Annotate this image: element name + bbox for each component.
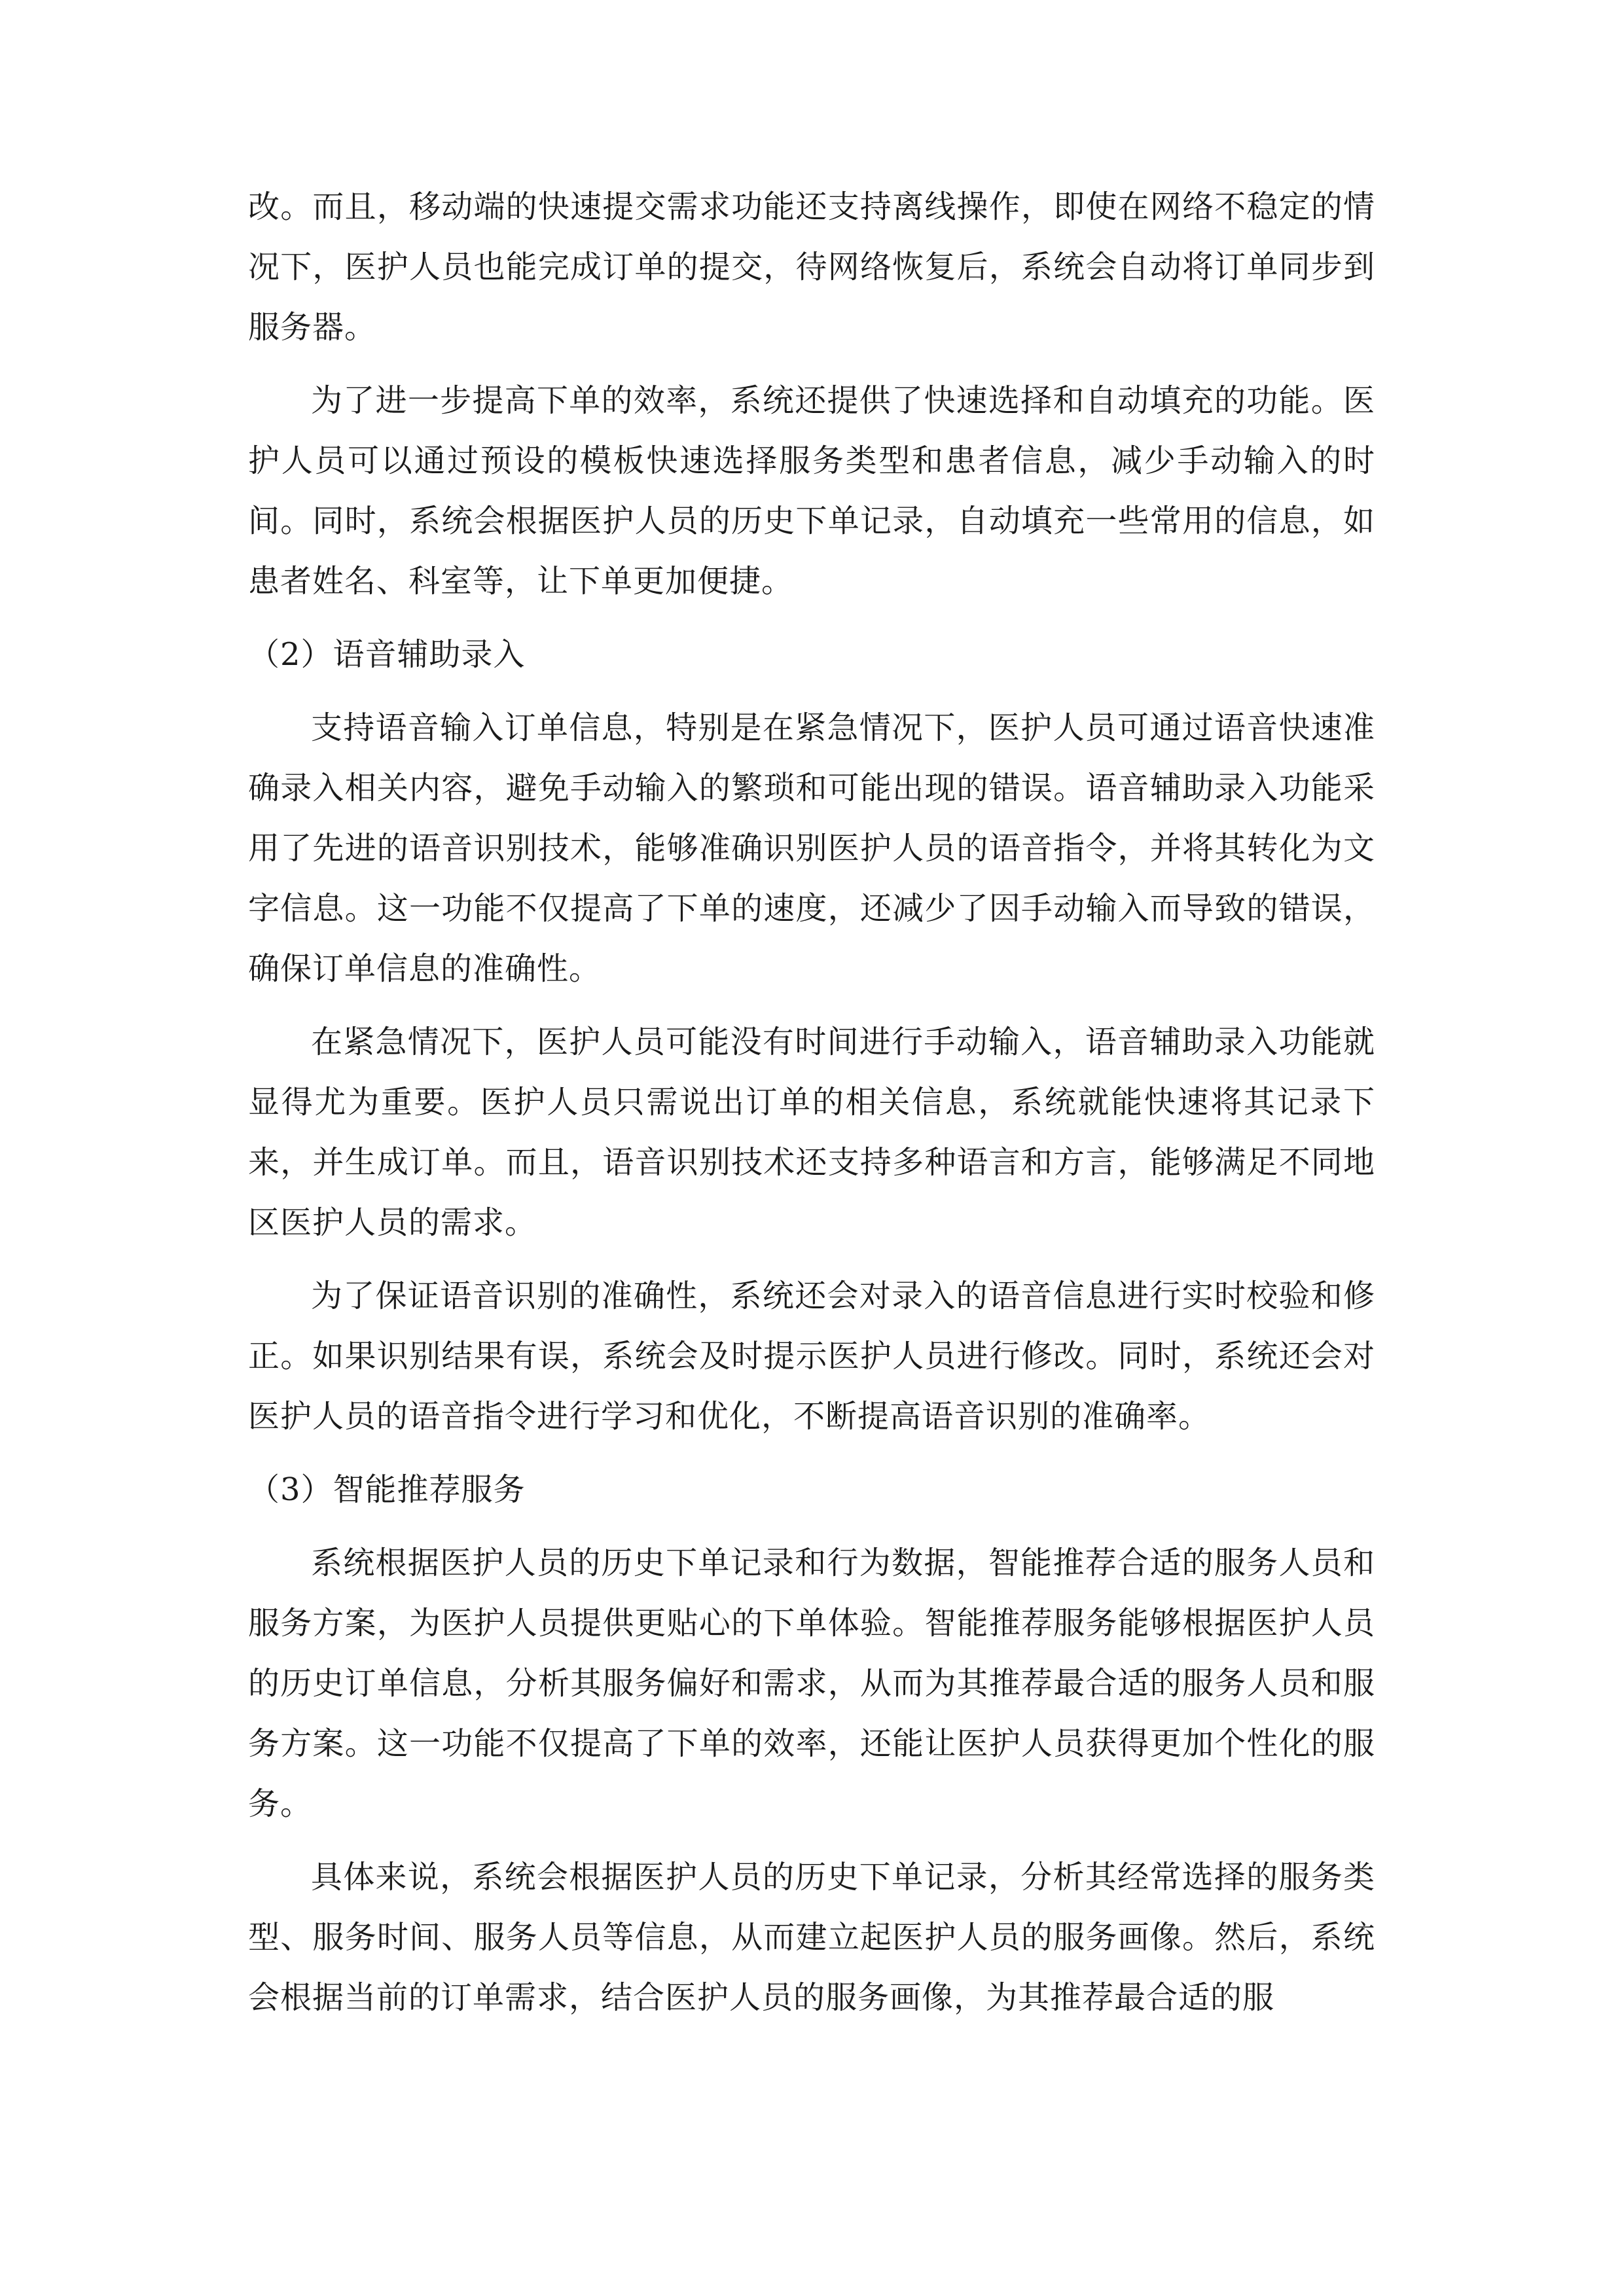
paragraph-quick-select-autofill: 为了进一步提高下单的效率，系统还提供了快速选择和自动填充的功能。医护人员可以通过预设的模板快速选择服务类型和患者信息，减少手动输入的时间。同时，系统会根据医护人员的历史下单记录，自动填充一些常用的信息，如患者姓名、科室等，让下单更加便捷。 [248, 382, 1375, 600]
paragraph-smart-recommendation-detail: 具体来说，系统会根据医护人员的历史下单记录，分析其经常选择的服务类型、服务时间、服务人员等信息，从而建立起医护人员的服务画像。然后，系统会根据当前的订单需求，结合医护人员的服务画像，为其推荐最合适的服 [248, 1859, 1375, 2016]
section-heading-smart-recommendation: （3）智能推荐服务 [248, 1471, 526, 1508]
paragraph-voice-input-intro: 支持语音输入订单信息，特别是在紧急情况下，医护人员可通过语音快速准确录入相关内容，避免手动输入的繁琐和可能出现的错误。语音辅助录入功能采用了先进的语音识别技术，能够准确识别医护人员的语音指令，并将其转化为文字信息。这一功能不仅提高了下单的速度，还减少了因手动输入而导致的错误，确保订单信息的准确性。 [248, 709, 1375, 987]
section-heading-voice-input: （2）语音辅助录入 [248, 636, 526, 673]
document-body [248, 177, 1375, 2041]
paragraph-voice-input-emergency: 在紧急情况下，医护人员可能没有时间进行手动输入，语音辅助录入功能就显得尤为重要。医护人员只需说出订单的相关信息，系统就能快速将其记录下来，并生成订单。而且，语音识别技术还支持多种语言和方言，能够满足不同地区医护人员的需求。 [248, 1024, 1375, 1241]
paragraph-smart-recommendation-intro: 系统根据医护人员的历史下单记录和行为数据，智能推荐合适的服务人员和服务方案，为医护人员提供更贴心的下单体验。智能推荐服务能够根据医护人员的历史订单信息，分析其服务偏好和需求，从而为其推荐最合适的服务人员和服务方案。这一功能不仅提高了下单的效率，还能让医护人员获得更加个性化的服务。 [248, 1545, 1375, 1822]
paragraph-voice-input-accuracy: 为了保证语音识别的准确性，系统还会对录入的语音信息进行实时校验和修正。如果识别结果有误，系统会及时提示医护人员进行修改。同时，系统还会对医护人员的语音指令进行学习和优化，不断提高语音识别的准确率。 [248, 1278, 1375, 1435]
paragraph-offline-submission: 改。而且，移动端的快速提交需求功能还支持离线操作，即使在网络不稳定的情况下，医护人员也能完成订单的提交，待网络恢复后，系统会自动将订单同步到服务器。 [248, 188, 1375, 346]
